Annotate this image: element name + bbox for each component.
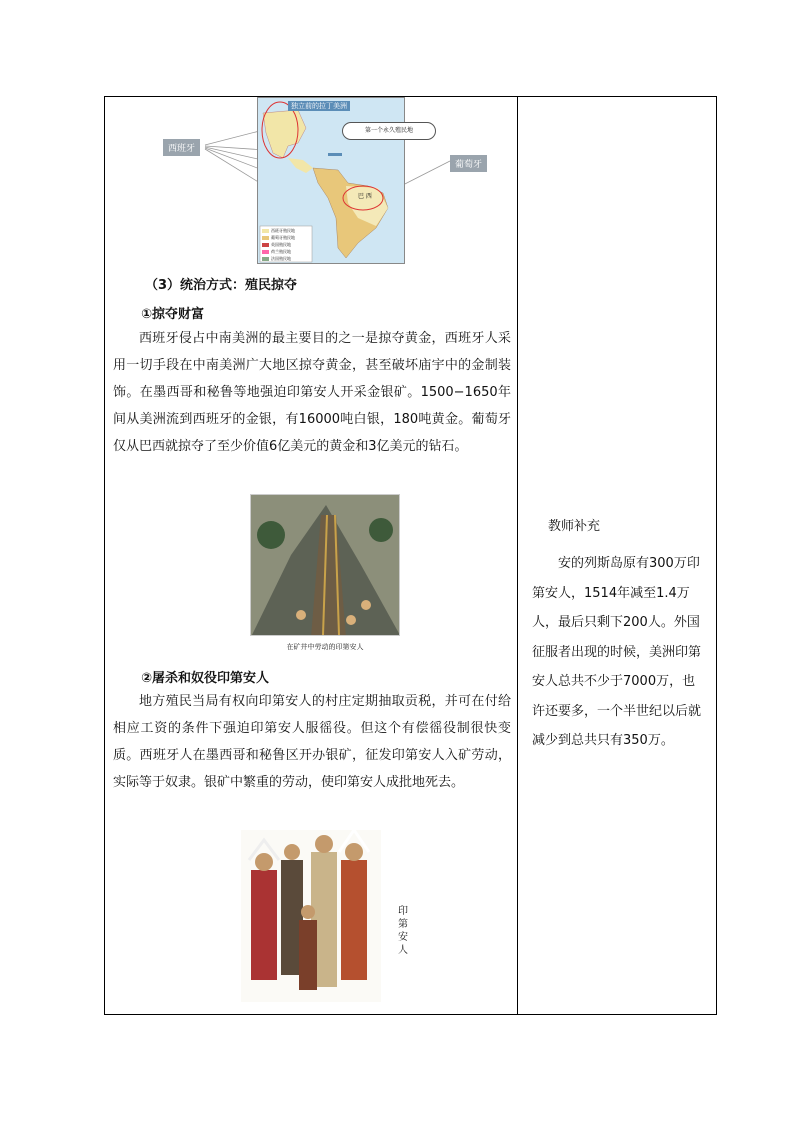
vertical-caption: 印第安人 [398,906,408,956]
mine-labor-image [250,494,400,636]
subheading-plunder: ①掠夺财富 [141,307,205,322]
map-callout: 第一个永久殖民地 [342,122,436,140]
label-portugal: 葡萄牙 [450,155,487,172]
subheading-massacre: ②屠杀和奴役印第安人 [141,671,270,686]
label-spain: 西班牙 [163,139,200,156]
section-heading: （3）统治方式：殖民掠夺 [145,278,298,293]
paragraph-text: 地方殖民当局有权向印第安人的村庄定期抽取贡税，并可在付给相应工资的条件下强迫印第安人服徭役。但这个有偿徭役制很快变质。西班牙人在墨西哥和秘鲁区开办银矿，征发印第安人入矿劳动，实际等于奴隶。银矿中繁重的劳动，使印第安人成批地死去。 [113,694,511,790]
mine-image-caption: 在矿井中劳动的印第安人 [286,643,364,651]
teacher-note-text: 安的列斯岛原有300万印第安人，1514年减至1.4万人，最后只剩下200人。外国征服者出现的时候，美洲印第安人总共不少于7000万，也许还要多，一个半世纪以后就减少到总共只有350万。 [532,556,702,748]
legend-item: 法国殖民地 [271,256,291,261]
map-legend [271,227,295,262]
legend-item: 葡萄牙殖民地 [271,235,295,240]
map-title: 独立前的拉丁美洲 [288,101,350,111]
native-americans-image [241,830,381,1002]
paragraph-text: 西班牙侵占中南美洲的最主要目的之一是掠夺黄金，西班牙人采用一切手段在中南美洲广大地区掠夺黄金，甚至破坏庙宇中的金制装饰。在墨西哥和秘鲁等地强迫印第安人开采金银矿。1500−1650年间从美洲流到西班牙的金银，有16000吨白银，180吨黄金。葡萄牙仅从巴西就掠夺了至少价值6亿美元的黄金和3亿美元的钻石。 [113,331,511,454]
teacher-note-title: 教师补充 [548,519,601,534]
right-column [518,97,716,1014]
legend-item: 英国殖民地 [271,242,291,247]
mine-illustration [251,495,400,636]
native-americans-illustration [241,830,381,1002]
legend-item: 荷兰殖民地 [271,249,291,254]
left-column [105,97,517,1014]
paragraph-plunder [105,325,517,460]
map-region-brazil: 巴 西 [358,193,372,200]
paragraph-massacre [105,688,517,796]
legend-item: 西班牙殖民地 [271,228,295,233]
